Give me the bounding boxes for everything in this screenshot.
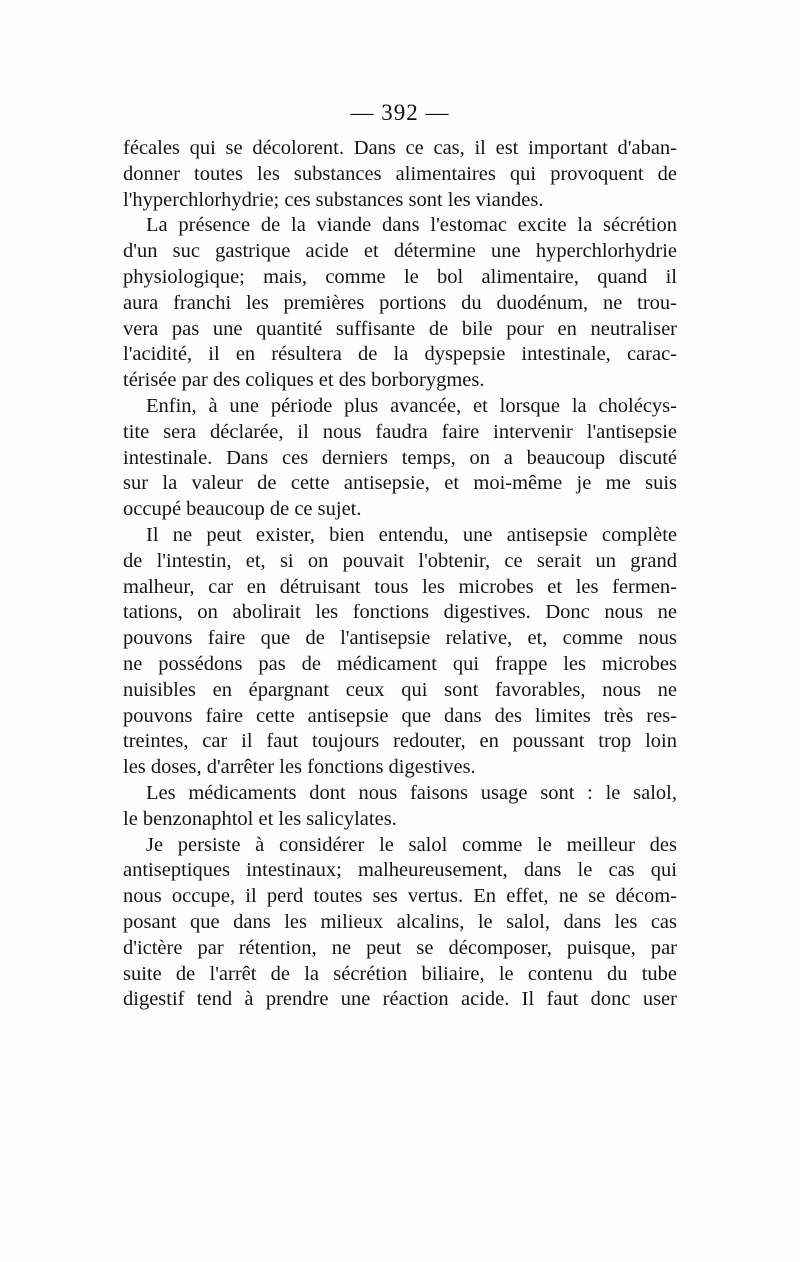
- text-line: La présence de la viande dans l'estomac excite la sécrétion: [146, 214, 677, 237]
- text-line: suite de l'arrêt de la sécrétion biliaire, le contenu du tube: [123, 962, 677, 985]
- text-line: aura franchi les premières portions du duodénum, ne trou-: [123, 291, 677, 314]
- text-line: nous occupe, il perd toutes ses vertus. En effet, ne se décom-: [123, 885, 677, 908]
- text-line: tite sera déclarée, il nous faudra faire intervenir l'antisepsie: [123, 420, 677, 443]
- text-line: Les médicaments dont nous faisons usage sont : le salol,: [146, 781, 677, 804]
- text-line: pouvons faire que de l'antisepsie relative, et, comme nous: [123, 627, 677, 650]
- text-line: treintes, car il faut toujours redouter, en poussant trop loin: [123, 730, 677, 753]
- text-line: le benzonaphtol et les salicylates.: [123, 807, 397, 830]
- text-line: nuisibles en épargnant ceux qui sont favorables, nous ne: [123, 678, 677, 701]
- text-line: tations, on abolirait les fonctions digestives. Donc nous ne: [123, 601, 677, 624]
- text-line: de l'intestin, et, si on pouvait l'obtenir, ce serait un grand: [123, 549, 677, 572]
- text-line: fécales qui se décolorent. Dans ce cas, il est important d'aban-: [123, 137, 677, 159]
- text-line: d'un suc gastrique acide et détermine une hyperchlorhydrie: [123, 240, 677, 263]
- text-line: posant que dans les milieux alcalins, le salol, dans les cas: [123, 910, 677, 933]
- text-line: Il ne peut exister, bien entendu, une antisepsie complète: [146, 523, 677, 546]
- text-line: sur la valeur de cette antisepsie, et moi-même je me suis: [123, 472, 677, 495]
- text-line: l'acidité, il en résultera de la dyspepsie intestinale, carac-: [123, 343, 677, 366]
- text-line: ne possédons pas de médicament qui frappe les microbes: [123, 652, 677, 675]
- body-text: [123, 136, 677, 1013]
- text-line: térisée par des coliques et des borborygmes.: [123, 369, 485, 392]
- text-line: antiseptiques intestinaux; malheureusement, dans le cas qui: [123, 859, 677, 882]
- text-line: Je persiste à considérer le salol comme le meilleur des: [146, 833, 677, 856]
- text-line: physiologique; mais, comme le bol alimentaire, quand il: [123, 265, 677, 288]
- text-line: d'ictère par rétention, ne peut se décomposer, puisque, par: [123, 936, 677, 959]
- text-line: malheur, car en détruisant tous les microbes et les fermen-: [123, 575, 677, 598]
- text-line: donner toutes les substances alimentaires qui provoquent de: [123, 162, 677, 185]
- text-line: les doses, d'arrêter les fonctions digestives.: [123, 756, 476, 779]
- text-line: occupé beaucoup de ce sujet.: [123, 498, 362, 521]
- text-line: pouvons faire cette antisepsie que dans des limites très res-: [123, 704, 677, 727]
- text-line: vera pas une quantité suffisante de bile pour en neutraliser: [123, 317, 677, 340]
- text-line: intestinale. Dans ces derniers temps, on a beaucoup discuté: [123, 446, 677, 469]
- text-line: digestif tend à prendre une réaction acide. Il faut donc user: [123, 988, 677, 1011]
- page-number: — 392 —: [350, 100, 450, 125]
- text-line: Enfin, à une période plus avancée, et lorsque la cholécys-: [146, 394, 677, 417]
- text-line: l'hyperchlorhydrie; ces substances sont les viandes.: [123, 188, 544, 211]
